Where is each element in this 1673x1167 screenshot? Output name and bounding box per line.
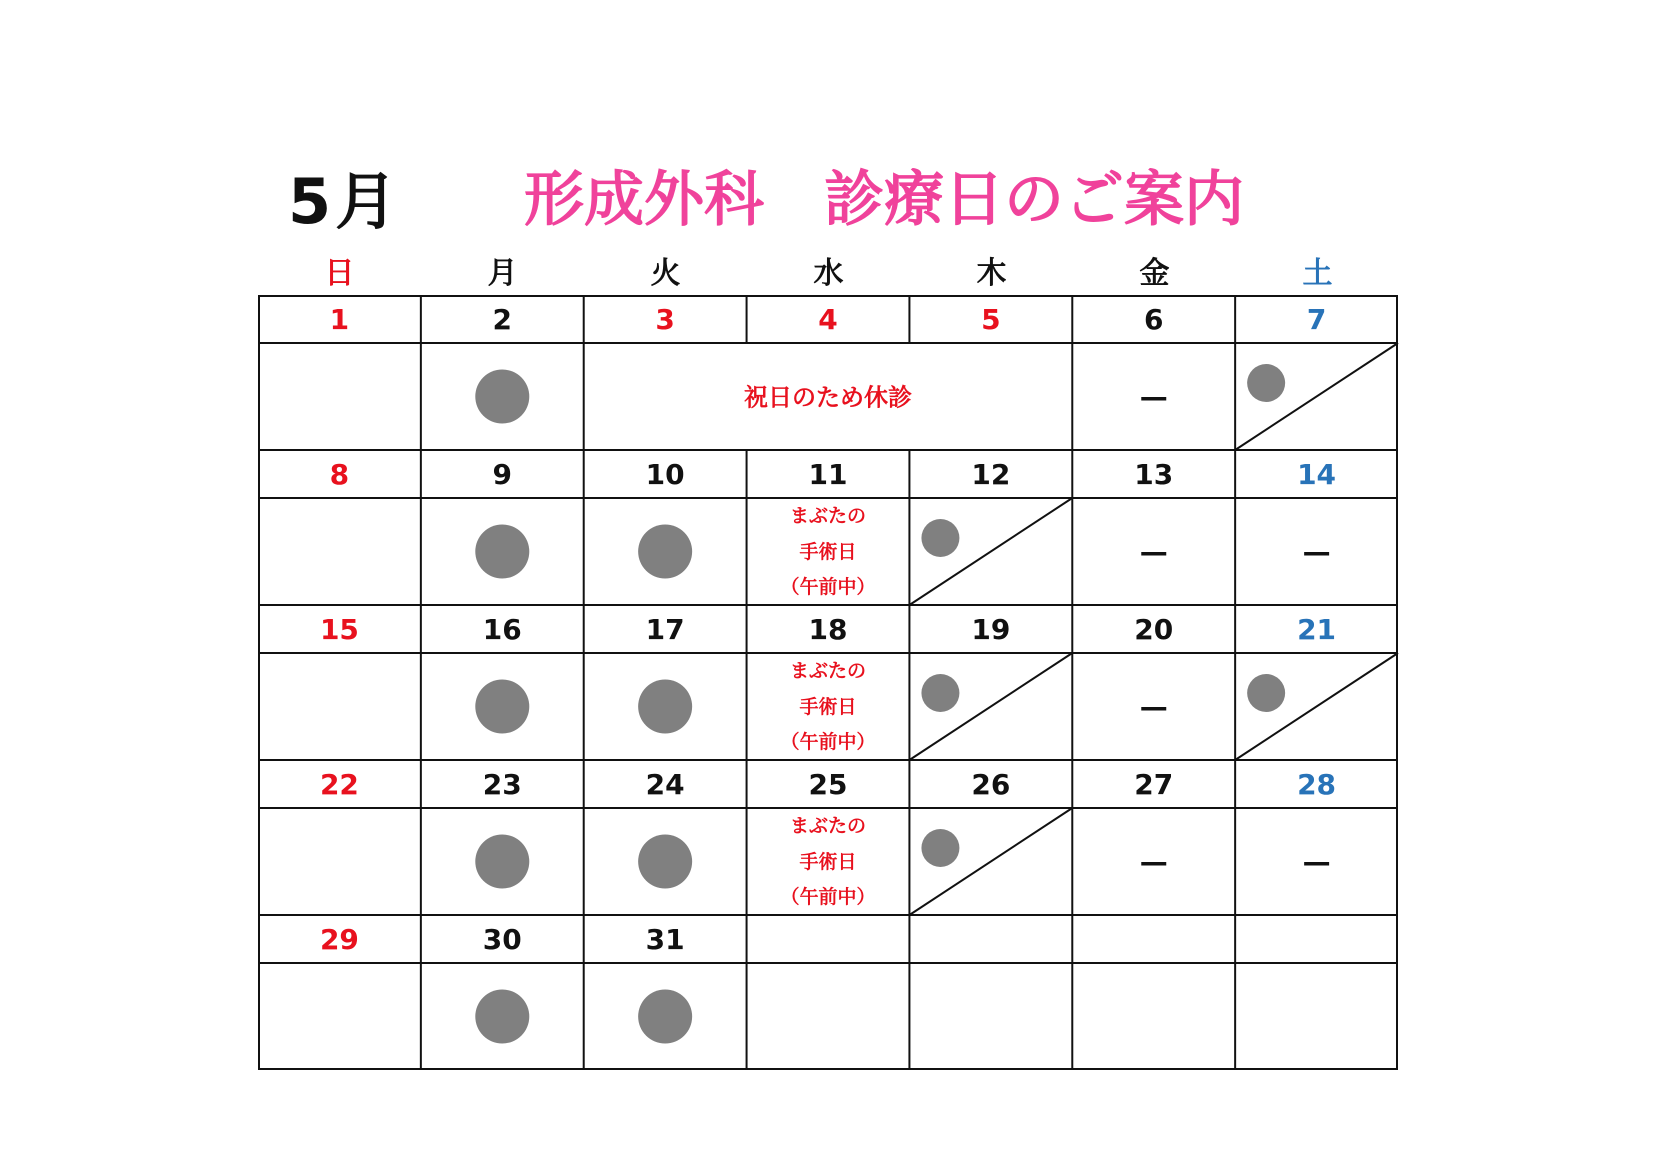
weekday-header-thu: 木 xyxy=(976,256,1007,291)
weekday-header-fri: 金 xyxy=(1139,256,1170,291)
day-number: 5 xyxy=(981,303,1001,336)
day-number: 25 xyxy=(808,768,848,801)
surgery-note-line: （午前中） xyxy=(780,886,876,908)
half-day-dot xyxy=(921,674,959,712)
day-number: 11 xyxy=(808,458,848,491)
surgery-note-line: まぶたの xyxy=(789,505,867,527)
calendar-grid xyxy=(258,295,1398,1070)
clinic-open-dot xyxy=(475,370,529,424)
day-number: 23 xyxy=(482,768,522,801)
clinic-open-dot xyxy=(638,835,692,889)
day-number: 22 xyxy=(319,768,359,801)
day-number: 15 xyxy=(319,613,359,646)
half-day-dot xyxy=(1247,364,1285,402)
day-number: 31 xyxy=(645,923,685,956)
day-number: 9 xyxy=(492,458,513,491)
day-number: 4 xyxy=(818,303,838,336)
half-day-dot xyxy=(921,519,959,557)
weekday-header-sat: 土 xyxy=(1302,256,1333,291)
weekday-header-mon: 月 xyxy=(487,256,518,291)
day-number: 18 xyxy=(808,613,848,646)
title-month: 5月 xyxy=(288,165,402,238)
day-number: 13 xyxy=(1134,458,1174,491)
day-number: 27 xyxy=(1134,768,1174,801)
day-number: 28 xyxy=(1297,768,1337,801)
clinic-open-dot xyxy=(475,990,529,1044)
closed-dash: — xyxy=(1139,690,1168,724)
clinic-open-dot xyxy=(475,835,529,889)
surgery-note-line: （午前中） xyxy=(780,576,876,598)
day-number: 7 xyxy=(1306,303,1327,336)
day-number: 14 xyxy=(1297,458,1337,491)
closed-dash: — xyxy=(1139,845,1168,879)
day-number: 2 xyxy=(492,303,513,336)
clinic-open-dot xyxy=(638,525,692,579)
half-day-dot xyxy=(921,829,959,867)
clinic-open-dot xyxy=(638,990,692,1044)
day-number: 10 xyxy=(645,458,685,491)
closed-dash: — xyxy=(1139,535,1168,569)
grid-border xyxy=(259,296,1397,1069)
surgery-note-line: （午前中） xyxy=(780,731,876,753)
clinic-open-dot xyxy=(638,680,692,734)
page-title: 形成外科 診療日のご案内 xyxy=(524,165,1244,235)
holiday-closed-note: 祝日のため休診 xyxy=(743,383,912,412)
day-number: 16 xyxy=(482,613,522,646)
day-number: 6 xyxy=(1143,303,1164,336)
day-number: 1 xyxy=(329,303,350,336)
closed-dash: — xyxy=(1302,845,1331,879)
day-number: 29 xyxy=(319,923,359,956)
surgery-note-line: 手術日 xyxy=(799,541,857,563)
weekday-header-sun: 日 xyxy=(324,256,355,291)
day-number: 17 xyxy=(645,613,685,646)
closed-dash: — xyxy=(1302,535,1331,569)
weekday-header-wed: 水 xyxy=(813,256,844,291)
day-number: 3 xyxy=(655,303,675,336)
weekday-header-tue: 火 xyxy=(650,256,681,291)
day-number: 26 xyxy=(971,768,1011,801)
clinic-open-dot xyxy=(475,680,529,734)
day-number: 21 xyxy=(1297,613,1337,646)
day-number: 19 xyxy=(971,613,1011,646)
surgery-note-line: 手術日 xyxy=(799,696,857,718)
day-number: 12 xyxy=(971,458,1011,491)
day-number: 20 xyxy=(1134,613,1174,646)
day-number: 24 xyxy=(645,768,685,801)
day-number: 8 xyxy=(329,458,350,491)
day-number: 30 xyxy=(482,923,522,956)
closed-dash: — xyxy=(1139,380,1168,414)
clinic-open-dot xyxy=(475,525,529,579)
surgery-note-line: まぶたの xyxy=(789,815,867,837)
surgery-note-line: まぶたの xyxy=(789,660,867,682)
half-day-dot xyxy=(1247,674,1285,712)
surgery-note-line: 手術日 xyxy=(799,851,857,873)
